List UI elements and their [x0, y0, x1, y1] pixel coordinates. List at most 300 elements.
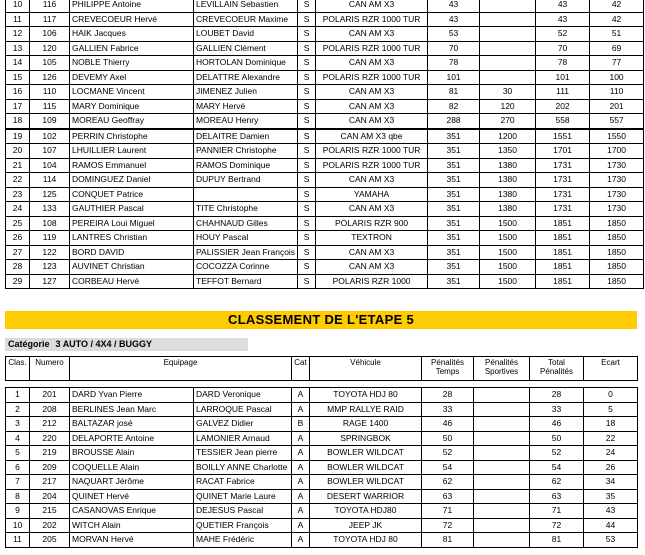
- cell-cat: S: [298, 85, 316, 100]
- cell-num: 201: [30, 388, 70, 403]
- cell-veh: CAN AM X3: [316, 0, 428, 12]
- cell-p2: DARD Veronique: [194, 388, 292, 403]
- cell-p2: DEJESUS Pascal: [194, 504, 292, 519]
- cell-num: 108: [30, 216, 70, 231]
- cell-clas: 3: [6, 417, 30, 432]
- cell-p2: BOILLY ANNE Charlotte: [194, 460, 292, 475]
- table-row: [6, 129, 644, 144]
- cell-total: 63: [530, 489, 584, 504]
- cell-veh: JEEP JK: [310, 518, 422, 533]
- cell-veh: CAN AM X3: [316, 173, 428, 188]
- cell-sport: 1380: [480, 187, 536, 202]
- cell-clas: 16: [6, 85, 30, 100]
- cell-ecart: 1730: [590, 187, 644, 202]
- cell-clas: 15: [6, 70, 30, 85]
- cell-total: 52: [536, 27, 590, 42]
- cell-ecart: 26: [584, 460, 638, 475]
- cell-num: 114: [30, 173, 70, 188]
- cell-num: 215: [30, 504, 70, 519]
- cell-pen: 351: [428, 202, 480, 217]
- results-table-stage5: [5, 356, 638, 548]
- cell-ecart: 1850: [590, 260, 644, 275]
- cell-p2: TESSIER Jean pierre: [194, 446, 292, 461]
- cell-sport: 120: [480, 99, 536, 114]
- cell-ecart: 44: [584, 518, 638, 533]
- cell-sport: [474, 402, 530, 417]
- cell-pen: 351: [428, 187, 480, 202]
- cell-veh: BOWLER WILDCAT: [310, 475, 422, 490]
- cell-p1: PERRIN Christophe: [70, 129, 194, 144]
- cell-total: 70: [536, 41, 590, 56]
- cell-sport: 1200: [480, 129, 536, 144]
- cell-veh: BOWLER WILDCAT: [310, 460, 422, 475]
- cell-ecart: 110: [590, 85, 644, 100]
- cell-num: 133: [30, 202, 70, 217]
- cell-clas: 26: [6, 231, 30, 246]
- cell-num: 209: [30, 460, 70, 475]
- cell-ecart: 53: [584, 533, 638, 548]
- cell-p1: DOMINGUEZ Daniel: [70, 173, 194, 188]
- cell-p2: COCOZZA Corinne: [194, 260, 298, 275]
- header-ecart: Ecart: [584, 357, 638, 381]
- cell-sport: 30: [480, 85, 536, 100]
- cell-ecart: 22: [584, 431, 638, 446]
- cell-clas: 13: [6, 41, 30, 56]
- cell-sport: [474, 475, 530, 490]
- cell-pen: 351: [428, 274, 480, 289]
- cell-num: 102: [30, 129, 70, 144]
- cell-cat: B: [292, 417, 310, 432]
- cell-cat: S: [298, 202, 316, 217]
- cell-ecart: 42: [590, 12, 644, 27]
- cell-clas: 2: [6, 402, 30, 417]
- cell-p1: CORBEAU Hervé: [70, 274, 194, 289]
- cell-total: 1731: [536, 158, 590, 173]
- cell-pen: 50: [422, 431, 474, 446]
- cell-p1: CONQUET Patrice: [70, 187, 194, 202]
- cell-sport: [474, 518, 530, 533]
- cell-cat: A: [292, 402, 310, 417]
- cell-ecart: 557: [590, 114, 644, 129]
- cell-p2: DUPUY Bertrand: [194, 173, 298, 188]
- cell-pen: 351: [428, 173, 480, 188]
- cell-total: 78: [536, 56, 590, 71]
- cell-ecart: 18: [584, 417, 638, 432]
- cell-p2: LOUBET David: [194, 27, 298, 42]
- table-row: [6, 114, 644, 129]
- cell-clas: 10: [6, 0, 30, 12]
- table-row: [6, 144, 644, 159]
- cell-veh: SPRINGBOK: [310, 431, 422, 446]
- cell-cat: S: [298, 245, 316, 260]
- cell-total: 1731: [536, 187, 590, 202]
- cell-ecart: 201: [590, 99, 644, 114]
- table-row: [6, 402, 638, 417]
- cell-clas: 22: [6, 173, 30, 188]
- cell-total: 28: [530, 388, 584, 403]
- table-row: [6, 27, 644, 42]
- cell-veh: DESERT WARRIOR: [310, 489, 422, 504]
- table-row: [6, 533, 638, 548]
- cell-ecart: 1550: [590, 129, 644, 144]
- table-row: [6, 460, 638, 475]
- cell-total: 1731: [536, 202, 590, 217]
- cell-veh: TEXTRON: [316, 231, 428, 246]
- cell-total: 81: [530, 533, 584, 548]
- cell-ecart: 1850: [590, 274, 644, 289]
- cell-p1: NOBLE Thierry: [70, 56, 194, 71]
- cell-veh: CAN AM X3: [316, 114, 428, 129]
- cell-clas: 1: [6, 388, 30, 403]
- cell-p2: GALLIEN Clément: [194, 41, 298, 56]
- cell-p1: GALLIEN Fabrice: [70, 41, 194, 56]
- cell-total: 1851: [536, 231, 590, 246]
- cell-num: 212: [30, 417, 70, 432]
- cell-cat: A: [292, 460, 310, 475]
- cell-clas: 25: [6, 216, 30, 231]
- cell-p1: CREVECOEUR Hervé: [70, 12, 194, 27]
- cell-clas: 11: [6, 533, 30, 548]
- cell-cat: S: [298, 0, 316, 12]
- cell-pen: 70: [428, 41, 480, 56]
- cell-pen: 71: [422, 504, 474, 519]
- table-row: [6, 388, 638, 403]
- cell-veh: CAN AM X3: [316, 27, 428, 42]
- cell-pen: 82: [428, 99, 480, 114]
- cell-veh: CAN AM X3: [316, 99, 428, 114]
- cell-clas: 6: [6, 460, 30, 475]
- cell-p1: PHILIPPE Antoine: [70, 0, 194, 12]
- cell-num: 220: [30, 431, 70, 446]
- cell-p1: COQUELLE Alain: [70, 460, 194, 475]
- cell-clas: 27: [6, 245, 30, 260]
- cell-p1: BALTAZAR josé: [70, 417, 194, 432]
- cell-total: 1731: [536, 173, 590, 188]
- cell-veh: TOYOTA HDJ 80: [310, 388, 422, 403]
- cell-total: 1701: [536, 144, 590, 159]
- header-gap: [6, 381, 638, 388]
- cell-cat: A: [292, 475, 310, 490]
- cell-cat: A: [292, 489, 310, 504]
- cell-clas: 8: [6, 489, 30, 504]
- category-label: Catégorie: [8, 339, 50, 349]
- cell-veh: BOWLER WILDCAT: [310, 446, 422, 461]
- category-bar: [5, 338, 248, 351]
- table-row: [6, 518, 638, 533]
- cell-p1: DELAPORTE Antoine: [70, 431, 194, 446]
- cell-cat: S: [298, 144, 316, 159]
- cell-veh: POLARIS RZR 1000: [316, 274, 428, 289]
- cell-sport: [474, 431, 530, 446]
- cell-clas: 23: [6, 187, 30, 202]
- table-row: [6, 202, 644, 217]
- cell-cat: S: [298, 216, 316, 231]
- cell-clas: 18: [6, 114, 30, 129]
- cell-sport: 1500: [480, 245, 536, 260]
- header-equipage: Equipage: [70, 357, 292, 381]
- table-row: [6, 417, 638, 432]
- cell-p1: MARY Dominique: [70, 99, 194, 114]
- cell-pen: 351: [428, 144, 480, 159]
- cell-veh: POLARIS RZR 1000 TUR: [316, 70, 428, 85]
- cell-num: 217: [30, 475, 70, 490]
- cell-p2: QUINET Marie Laure: [194, 489, 292, 504]
- cell-sport: 1380: [480, 202, 536, 217]
- cell-p1: HAIK Jacques: [70, 27, 194, 42]
- cell-pen: 33: [422, 402, 474, 417]
- cell-ecart: 1730: [590, 158, 644, 173]
- cell-ecart: 1730: [590, 173, 644, 188]
- cell-num: 208: [30, 402, 70, 417]
- cell-veh: CAN AM X3: [316, 202, 428, 217]
- cell-clas: 19: [6, 129, 30, 144]
- cell-total: 71: [530, 504, 584, 519]
- cell-pen: 62: [422, 475, 474, 490]
- table-row: [6, 41, 644, 56]
- header-numero: Numero: [30, 357, 70, 381]
- cell-sport: [480, 27, 536, 42]
- header-penalites-sportives: Pénalités Sportives: [474, 357, 530, 381]
- cell-cat: S: [298, 187, 316, 202]
- cell-num: 126: [30, 70, 70, 85]
- cell-cat: S: [298, 114, 316, 129]
- header-cat: Cat: [292, 357, 310, 381]
- cell-veh: CAN AM X3: [316, 260, 428, 275]
- cell-p2: PANNIER Christophe: [194, 144, 298, 159]
- cell-veh: CAN AM X3: [316, 85, 428, 100]
- cell-p2: PALISSIER Jean François: [194, 245, 298, 260]
- cell-pen: 46: [422, 417, 474, 432]
- cell-veh: YAMAHA: [316, 187, 428, 202]
- cell-ecart: 1730: [590, 202, 644, 217]
- cell-pen: 43: [428, 0, 480, 12]
- cell-total: 1551: [536, 129, 590, 144]
- cell-sport: [480, 56, 536, 71]
- cell-p2: HORTOLAN Dominique: [194, 56, 298, 71]
- cell-total: 52: [530, 446, 584, 461]
- cell-pen: 351: [428, 260, 480, 275]
- cell-pen: 53: [428, 27, 480, 42]
- cell-pen: 54: [422, 460, 474, 475]
- cell-ecart: 100: [590, 70, 644, 85]
- cell-p2: CREVECOEUR Maxime: [194, 12, 298, 27]
- cell-ecart: 0: [584, 388, 638, 403]
- cell-veh: POLARIS RZR 1000 TUR: [316, 41, 428, 56]
- cell-total: 202: [536, 99, 590, 114]
- cell-sport: 1500: [480, 231, 536, 246]
- cell-pen: 43: [428, 12, 480, 27]
- cell-clas: 24: [6, 202, 30, 217]
- cell-cat: S: [298, 274, 316, 289]
- table-row: [6, 475, 638, 490]
- cell-ecart: 24: [584, 446, 638, 461]
- cell-cat: A: [292, 518, 310, 533]
- cell-ecart: 1850: [590, 245, 644, 260]
- cell-clas: 7: [6, 475, 30, 490]
- cell-sport: [474, 460, 530, 475]
- cell-p1: DEVEMY Axel: [70, 70, 194, 85]
- cell-p1: CASANOVAS Enrique: [70, 504, 194, 519]
- header-clas: Clas.: [6, 357, 30, 381]
- table-row: [6, 158, 644, 173]
- cell-clas: 20: [6, 144, 30, 159]
- cell-veh: RAGE 1400: [310, 417, 422, 432]
- cell-sport: 1350: [480, 144, 536, 159]
- cell-num: 219: [30, 446, 70, 461]
- cell-total: 33: [530, 402, 584, 417]
- cell-p2: MARY Hervé: [194, 99, 298, 114]
- cell-p1: NAQUART Jérôme: [70, 475, 194, 490]
- cell-num: 122: [30, 245, 70, 260]
- cell-p1: RAMOS Emmanuel: [70, 158, 194, 173]
- cell-cat: S: [298, 70, 316, 85]
- header-total-penalites: Total Pénalités: [530, 357, 584, 381]
- cell-p2: LAMONIER Arnaud: [194, 431, 292, 446]
- cell-p2: LEVILLAIN Sebastien: [194, 0, 298, 12]
- cell-total: 62: [530, 475, 584, 490]
- cell-veh: CAN AM X3 qbe: [316, 129, 428, 144]
- cell-total: 46: [530, 417, 584, 432]
- table-row: [6, 231, 644, 246]
- cell-sport: [480, 0, 536, 12]
- cell-sport: [474, 533, 530, 548]
- cell-ecart: 35: [584, 489, 638, 504]
- cell-pen: 28: [422, 388, 474, 403]
- cell-pen: 351: [428, 231, 480, 246]
- cell-total: 1851: [536, 274, 590, 289]
- cell-p2: GALVEZ Didier: [194, 417, 292, 432]
- cell-sport: 1500: [480, 216, 536, 231]
- cell-cat: A: [292, 504, 310, 519]
- cell-p1: BORD DAVID: [70, 245, 194, 260]
- cell-veh: MMP RALLYE RAID: [310, 402, 422, 417]
- cell-total: 54: [530, 460, 584, 475]
- cell-pen: 351: [428, 129, 480, 144]
- cell-sport: 1380: [480, 158, 536, 173]
- cell-clas: 11: [6, 12, 30, 27]
- cell-veh: CAN AM X3: [316, 56, 428, 71]
- cell-ecart: 5: [584, 402, 638, 417]
- cell-p2: DELAITRE Damien: [194, 129, 298, 144]
- header-vehicule: Véhicule: [310, 357, 422, 381]
- table-row: [6, 85, 644, 100]
- cell-cat: S: [298, 99, 316, 114]
- cell-num: 205: [30, 533, 70, 548]
- cell-num: 104: [30, 158, 70, 173]
- cell-num: 119: [30, 231, 70, 246]
- cell-p2: DELATTRE Alexandre: [194, 70, 298, 85]
- cell-num: 117: [30, 12, 70, 27]
- cell-total: 50: [530, 431, 584, 446]
- table-row: [6, 216, 644, 231]
- cell-num: 120: [30, 41, 70, 56]
- cell-cat: S: [298, 41, 316, 56]
- cell-num: 202: [30, 518, 70, 533]
- cell-p1: LHUILLIER Laurent: [70, 144, 194, 159]
- cell-veh: POLARIS RZR 1000 TUR: [316, 158, 428, 173]
- cell-clas: 14: [6, 56, 30, 71]
- table-row: [6, 56, 644, 71]
- cell-p1: LANTRES Christian: [70, 231, 194, 246]
- cell-sport: [474, 446, 530, 461]
- cell-total: 1851: [536, 216, 590, 231]
- cell-p2: MOREAU Henry: [194, 114, 298, 129]
- header-penalites-temps: Pénalités Temps: [422, 357, 474, 381]
- cell-p2: [194, 187, 298, 202]
- cell-p2: RAMOS Dominique: [194, 158, 298, 173]
- table-row: [6, 260, 644, 275]
- table-row: [6, 274, 644, 289]
- cell-total: 1851: [536, 245, 590, 260]
- table-row: [6, 70, 644, 85]
- cell-p1: GAUTHIER Pascal: [70, 202, 194, 217]
- cell-p2: TEFFOT Bernard: [194, 274, 298, 289]
- cell-p2: CHAHNAUD Gilles: [194, 216, 298, 231]
- cell-sport: 270: [480, 114, 536, 129]
- cell-p1: WITCH Alain: [70, 518, 194, 533]
- cell-total: 72: [530, 518, 584, 533]
- cell-cat: S: [298, 260, 316, 275]
- cell-p2: QUETIER François: [194, 518, 292, 533]
- cell-p1: DARD Yvan Pierre: [70, 388, 194, 403]
- cell-pen: 351: [428, 158, 480, 173]
- cell-sport: [480, 12, 536, 27]
- cell-clas: 9: [6, 504, 30, 519]
- stage-banner: CLASSEMENT DE L'ETAPE 5: [5, 311, 637, 329]
- cell-p2: MAHE Frédéric: [194, 533, 292, 548]
- cell-p2: RACAT Fabrice: [194, 475, 292, 490]
- cell-num: 110: [30, 85, 70, 100]
- cell-num: 127: [30, 274, 70, 289]
- table-row: [6, 431, 638, 446]
- table-row: [6, 0, 644, 12]
- table-row: [6, 446, 638, 461]
- cell-pen: 72: [422, 518, 474, 533]
- cell-ecart: 1850: [590, 216, 644, 231]
- cell-cat: A: [292, 533, 310, 548]
- cell-veh: POLARIS RZR 900: [316, 216, 428, 231]
- table-row: [6, 99, 644, 114]
- table-row: [6, 12, 644, 27]
- cell-ecart: 43: [584, 504, 638, 519]
- cell-pen: 78: [428, 56, 480, 71]
- cell-num: 109: [30, 114, 70, 129]
- cell-p2: JIMENEZ Julien: [194, 85, 298, 100]
- table-row: [6, 245, 644, 260]
- cell-pen: 288: [428, 114, 480, 129]
- cell-clas: 28: [6, 260, 30, 275]
- cell-p1: BROUSSE Alain: [70, 446, 194, 461]
- cell-total: 1851: [536, 260, 590, 275]
- cell-sport: [474, 388, 530, 403]
- cell-total: 558: [536, 114, 590, 129]
- cell-cat: S: [298, 231, 316, 246]
- cell-p1: MOREAU Geoffray: [70, 114, 194, 129]
- cell-ecart: 1700: [590, 144, 644, 159]
- cell-p2: HOUY Pascal: [194, 231, 298, 246]
- cell-cat: S: [298, 56, 316, 71]
- cell-pen: 63: [422, 489, 474, 504]
- cell-sport: [480, 70, 536, 85]
- cell-veh: POLARIS RZR 1000 TUR: [316, 12, 428, 27]
- cell-cat: A: [292, 446, 310, 461]
- cell-sport: 1500: [480, 274, 536, 289]
- cell-p2: LARROQUE Pascal: [194, 402, 292, 417]
- cell-sport: 1380: [480, 173, 536, 188]
- cell-ecart: 1850: [590, 231, 644, 246]
- cell-p2: TITE Christophe: [194, 202, 298, 217]
- cell-sport: [474, 417, 530, 432]
